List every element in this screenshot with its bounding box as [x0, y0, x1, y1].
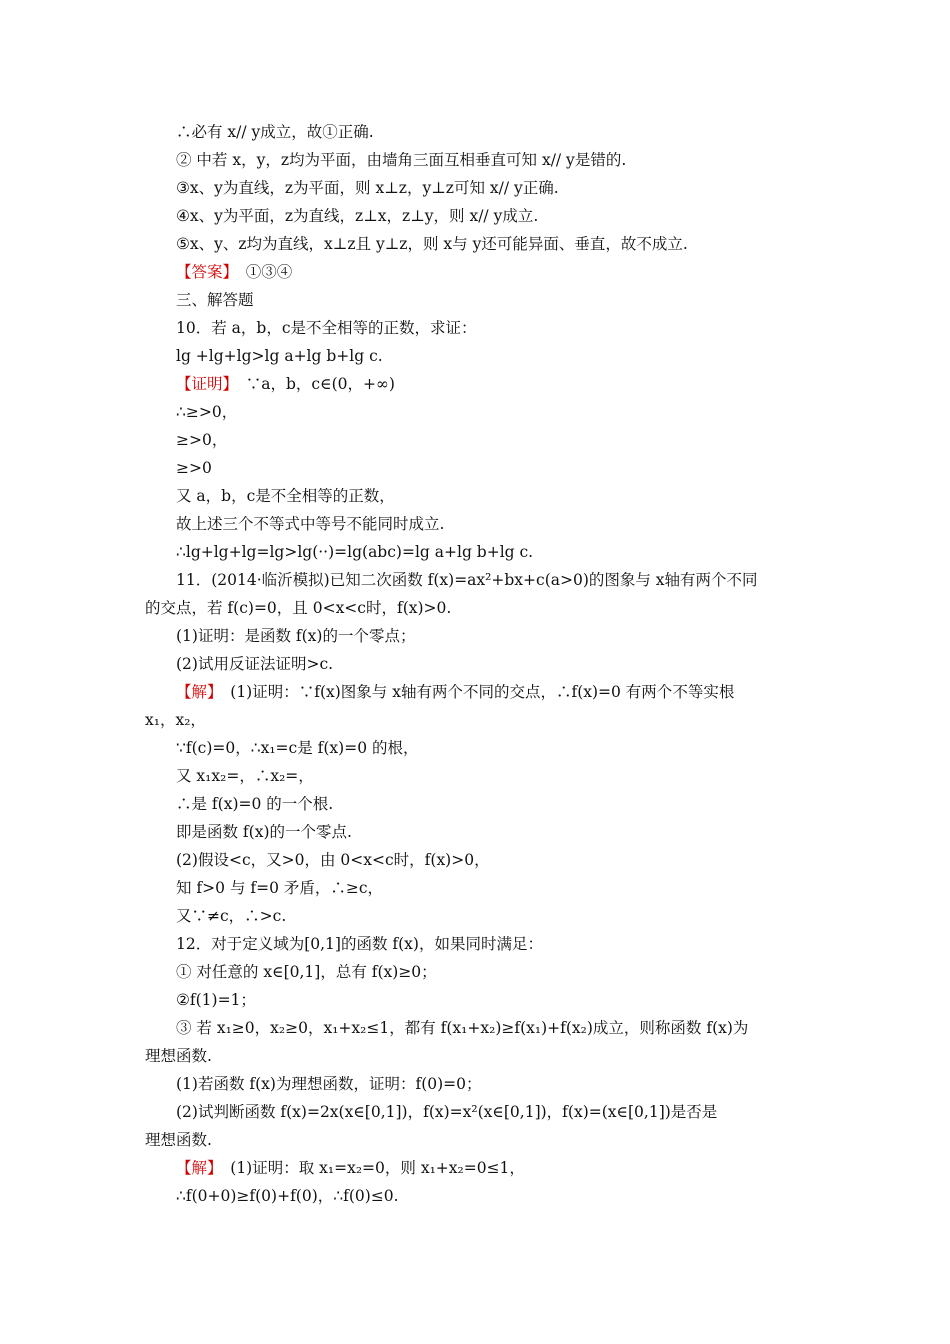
text-line: (2)试判断函数 f(x)=2x(x∈[0,1])，f(x)=x²(x∈[0,1])，f(x)=(x∈[0,1])是否是	[176, 1103, 718, 1121]
text-line: (1)若函数 f(x)为理想函数，证明：f(0)=0；	[176, 1075, 482, 1093]
text-line: (1)证明：是函数 f(x)的一个零点；	[176, 627, 416, 645]
text-line: x₁，x₂，	[145, 711, 206, 729]
text-line: ∴必有 x// y成立，故①正确.	[176, 123, 374, 141]
text-line: lg +lg+lg>lg a+lg b+lg c.	[176, 347, 383, 365]
solution-line: 【解】 (1)证明：取 x₁=x₂=0，则 x₁+x₂=0≤1，	[176, 1159, 525, 1177]
text-line: ⑤x、y、z均为直线，x⊥z且 y⊥z，则 x与 y还可能异面、垂直，故不成立.	[176, 235, 688, 253]
text-line: 知 f>0 与 f=0 矛盾，∴≥c，	[176, 879, 384, 897]
text-line: ≥>0	[176, 459, 212, 477]
proof-line: 【证明】 ∵a，b，c∈(0，+∞)	[176, 375, 395, 393]
text-line: (2)试用反证法证明>c.	[176, 655, 334, 673]
text-line: ∴f(0+0)≥f(0)+f(0)，∴f(0)≤0.	[176, 1187, 399, 1205]
text-line: ≥>0，	[176, 431, 228, 449]
solution-tag: 【解】	[176, 1159, 215, 1177]
text-line: ②f(1)=1；	[176, 991, 256, 1009]
question-10: 10．若 a，b，c是不全相等的正数，求证：	[176, 319, 477, 337]
text-line: (2)假设<c，又>0，由 0<x<c时，f(x)>0，	[176, 851, 490, 869]
text-line: ④x、y为平面，z为直线，z⊥x，z⊥y，则 x// y成立.	[176, 207, 539, 225]
text-line: ② 中若 x，y，z均为平面，由墙角三面互相垂直可知 x// y是错的.	[176, 151, 627, 169]
question-11: 11．(2014·临沂模拟)已知二次函数 f(x)=ax²+bx+c(a>0)的图象与 x轴有两个不同	[176, 571, 758, 589]
section-heading: 三、解答题	[176, 291, 254, 309]
solution-line: 【解】 (1)证明：∵f(x)图象与 x轴有两个不同的交点，∴f(x)=0 有两个不等实根	[176, 683, 735, 701]
text-line: 即是函数 f(x)的一个零点.	[176, 823, 352, 841]
text-line: 的交点，若 f(c)=0，且 0<x<c时，f(x)>0.	[145, 599, 452, 617]
question-12: 12．对于定义域为[0,1]的函数 f(x)，如果同时满足：	[176, 935, 543, 953]
text-line: 理想函数.	[145, 1047, 212, 1065]
answer-tag: 【答案】	[176, 263, 231, 281]
solution-tag: 【解】	[176, 683, 215, 701]
text-line: 又∵≠c，∴>c.	[176, 907, 287, 925]
text-line: ③x、y为直线，z为平面，则 x⊥z，y⊥z可知 x// y正确.	[176, 179, 559, 197]
text-line: 故上述三个不等式中等号不能同时成立.	[176, 515, 445, 533]
text-line: 又 x₁x₂=，∴x₂=，	[176, 767, 314, 785]
text-line: ∴lg+lg+lg=lg>lg(··)=lg(abc)=lg a+lg b+lg c.	[176, 543, 534, 561]
text-line: ③ 若 x₁≥0，x₂≥0，x₁+x₂≤1，都有 f(x₁+x₂)≥f(x₁)+f(x₂)成立，则称函数 f(x)为	[176, 1019, 749, 1037]
text-line: 又 a，b，c是不全相等的正数，	[176, 487, 395, 505]
text-line: 理想函数.	[145, 1131, 212, 1149]
proof-tag: 【证明】	[176, 375, 231, 393]
text-line: ∴≥>0，	[176, 403, 238, 421]
text-line: ① 对任意的 x∈[0,1]，总有 f(x)≥0；	[176, 963, 437, 981]
answer-line: 【答案】 ①③④	[176, 263, 293, 281]
text-line: ∵f(c)=0，∴x₁=c是 f(x)=0 的根，	[176, 739, 419, 757]
text-line: ∴是 f(x)=0 的一个根.	[176, 795, 334, 813]
